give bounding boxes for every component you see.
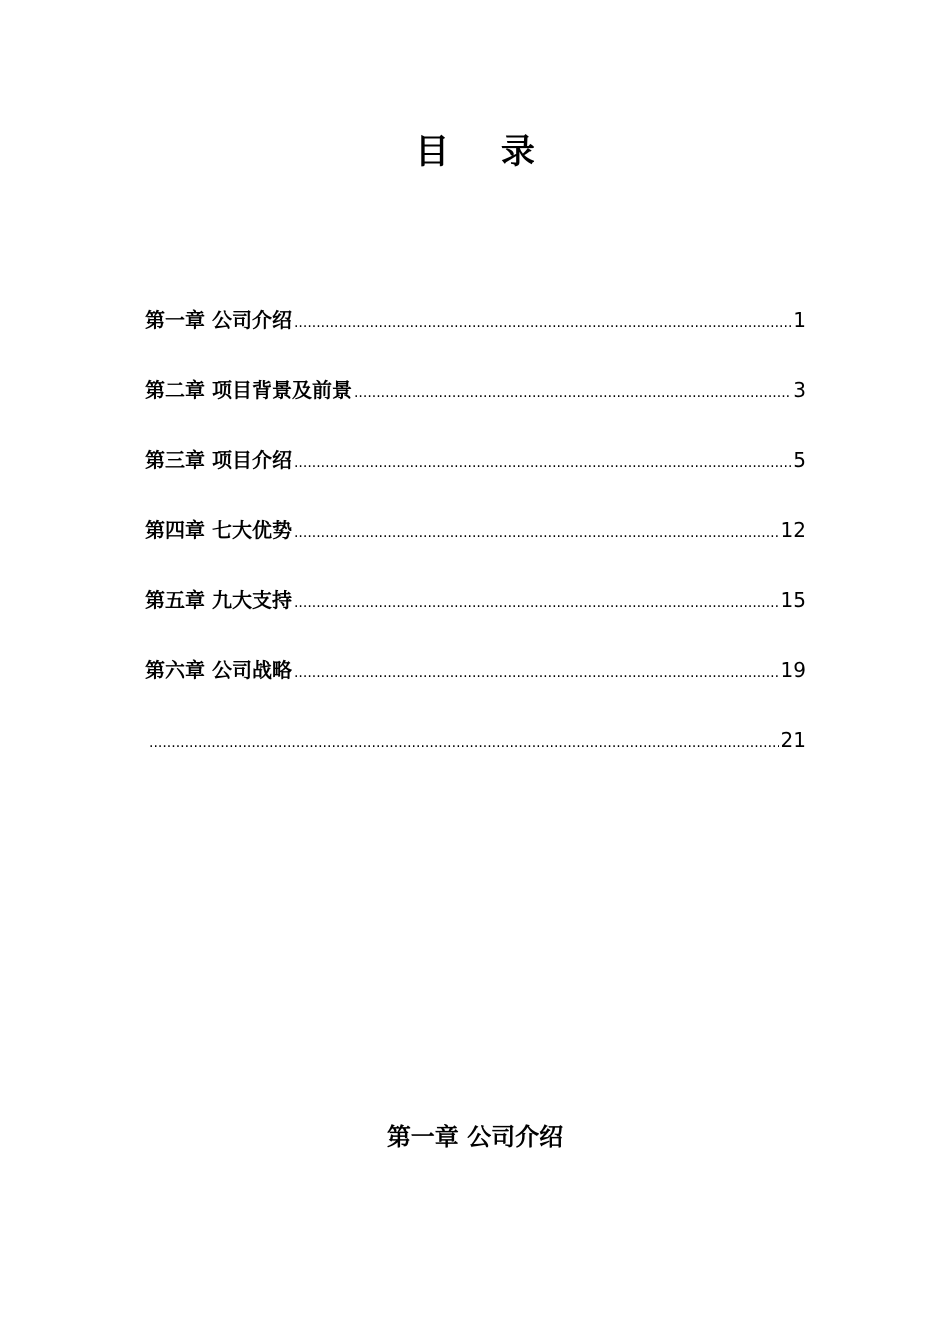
- toc-dot-leader: [294, 588, 779, 618]
- toc-dot-leader: [294, 518, 779, 548]
- toc-entry-page: 15: [780, 588, 806, 612]
- toc-entry-label: 第六章 公司战略: [145, 658, 292, 682]
- toc-dot-leader: [354, 378, 791, 408]
- toc-entry-label: 第一章 公司介绍: [145, 308, 292, 332]
- table-of-contents: [145, 305, 806, 795]
- toc-entry-3[interactable]: [145, 445, 806, 515]
- toc-entry-page: 12: [780, 518, 806, 542]
- toc-entry-page: 5: [793, 448, 806, 472]
- toc-entry-page: 3: [793, 378, 806, 402]
- toc-entry-5[interactable]: [145, 585, 806, 655]
- toc-entry-label: 第四章 七大优势: [145, 518, 292, 542]
- toc-dot-leader: [294, 658, 779, 688]
- chapter-heading: 第一章 公司介绍: [386, 1123, 564, 1151]
- toc-entry-2[interactable]: [145, 375, 806, 445]
- toc-entry-page: 1: [793, 308, 806, 332]
- toc-title: 目 录: [415, 132, 555, 172]
- toc-entry-label: 第二章 项目背景及前景: [145, 378, 352, 402]
- toc-dot-leader: [294, 448, 791, 478]
- toc-dot-leader: [294, 308, 791, 338]
- toc-entry-page: 19: [780, 658, 806, 682]
- toc-entry-1[interactable]: [145, 305, 806, 375]
- toc-entry-label: 第三章 项目介绍: [145, 448, 292, 472]
- toc-entry-6[interactable]: [145, 655, 806, 725]
- toc-entry-4[interactable]: [145, 515, 806, 585]
- toc-entry-label: 第五章 九大支持: [145, 588, 292, 612]
- toc-entry-page: 21: [780, 728, 806, 752]
- toc-entry-7[interactable]: [145, 725, 806, 795]
- toc-dot-leader: [149, 728, 779, 758]
